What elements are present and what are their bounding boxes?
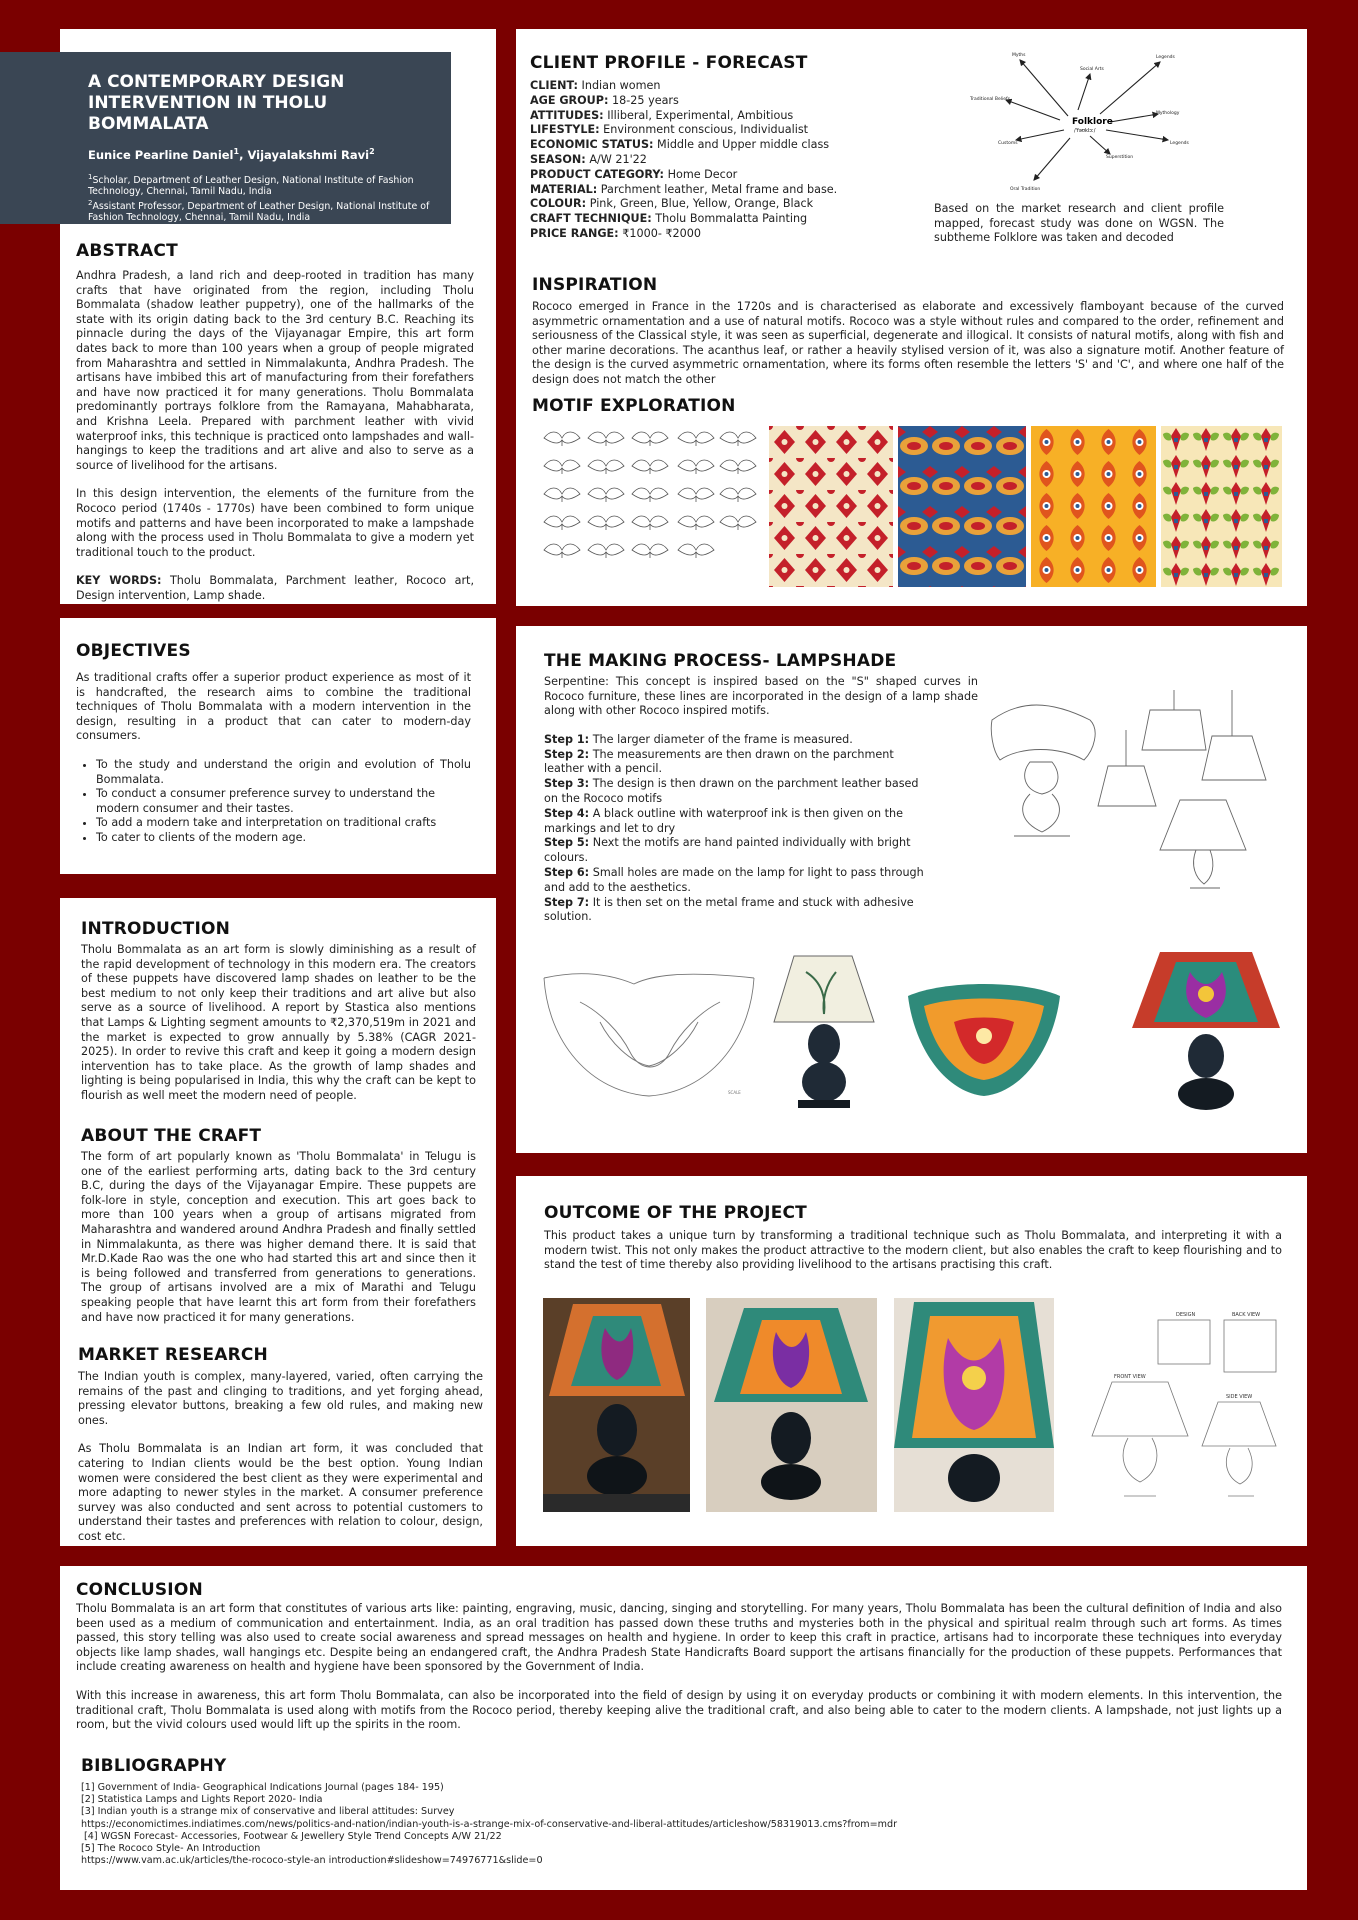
abstract-section [76,241,474,603]
bib-item: [3] Indian youth is a strange mix of conservative and liberal attitudes: Survey [81,1806,455,1818]
step-2: Step 2: The measurements are then drawn on the parchment leather with a pencil. [544,747,894,776]
mindmap-node: Superstition [1106,155,1134,160]
market-p1: The Indian youth is complex, many-layered, varied, often carrying the remains of the past and clinging to traditions, and yet forging ahead, pressing elevator buttons, breaking a few old rules, and making new ones. [78,1370,483,1427]
abstract-p1: Andhra Pradesh, a land rich and deep-rooted in tradition has many crafts that have originated from the region, including Tholu Bommalata (shadow leather puppetry), one of the hallmarks of the state with its origin dating back to the 3rd century B.C. Reaching its pinnacle during the days of the Vijayanagar Empire, this art form dates back to more than 100 years when a group of people migrated from Maharashtra and settled in Nimmalakunta, Andhra Pradesh. The artisans have imbibed this art of manufacturing from their forefathers and have now practiced it for many generations. Tholu Bommalata predominantly portrays folklore from the Ramayana, Mahabharata, and Krishna Leela. Prepared with parchment leather with vivid waterproof inks, this technique is practiced onto lampshades and wall-hangings to keep the traditions and art alive and also to serve as a source of livelihood for the artisans. [76,269,474,472]
making-heading: THE MAKING PROCESS- LAMPSHADE [544,651,897,671]
step-7: Step 7: It is then set on the metal frame and stuck with adhesive solution. [544,895,914,924]
outcome-photo-1 [543,1298,690,1512]
bib-item: [5] The Rococo Style- An Introduction [81,1843,261,1855]
title-block [0,52,451,224]
conclusion-section [76,1580,1282,1733]
inspiration-heading: INSPIRATION [532,275,658,295]
craft-heading: ABOUT THE CRAFT [81,1126,262,1146]
outcome-p: This product takes a unique turn by transforming a traditional technique such as Tholu Bommalata, and interpreting it with a modern twist. This not only makes the product attractive to the modern client, but also enables the craft to keep flourishing and to stand the test of time thereby also providing livelihood to the artisans practising this craft. [544,1229,1282,1272]
view-label-side: SIDE VIEW [1226,1394,1253,1400]
objectives-heading: OBJECTIVES [76,641,191,661]
view-label-design: DESIGN [1176,1312,1196,1318]
bib-link[interactable]: https://economictimes.indiatimes.com/news/politics-and-nation/indian-youth-is-a-strange-mix-of-conservative-and-liberal-attitudes/articleshow/58319013.cms?from=mdr [81,1818,898,1830]
list-item: • To the study and understand the origin and evolution of Tholu Bommalata. [96,758,471,787]
view-label-front: FRONT VIEW [1114,1374,1146,1380]
folklore-mindmap [960,48,1210,198]
making-intro: Serpentine: This concept is inspired based on the "S" shaped curves in Rococo furniture, these lines are incorporated in the design of a lamp shade along with other Rococo inspired motifs. [544,675,978,718]
pattern-blue [898,426,1026,587]
affiliations: $^1$Scholar, Department of Leather Design, National Institute of Fashion Technology, Chennai, Tamil Nadu, India $^2$Assistant Professor, Department of Leather Design, National Institute of Fashion Technology, Chennai, Tamil Nadu, India [88,172,430,224]
mindmap-svg [960,48,1210,198]
bib-item: [4] WGSN Forecast- Accessories, Footwear & Jewellery Style Trend Concepts A/W 21/22 [81,1830,502,1842]
mindmap-center-sub: /'fəʊklɔː/ [1074,128,1096,134]
lamp-photo-unpainted [766,952,882,1112]
pattern-orange [1031,426,1156,587]
craft-section [81,1126,476,1325]
mindmap-node: Customs [998,141,1018,146]
lamp-sketch-svg [990,690,1276,895]
lamp-sketches [990,690,1276,895]
abstract-p2: In this design intervention, the elements of the furniture from the Rococo period (1740s - 1770s) have been combined to form unique motifs and patterns and have been incorporated to make a lampshade along with the process used in Tholu Bommalata to give a modern yet traditional touch to the product. [76,487,474,559]
list-item: • To add a modern take and interpretation on traditional crafts [96,816,471,831]
conclusion-heading: CONCLUSION [76,1580,203,1600]
craft-p: The form of art popularly known as 'Tholu Bommalata' in Telugu is one of the earliest performing arts, dating back to the 3rd century B.C, during the days of the Vijayanagar Empire. These puppets are folk-lore in style, conception and execution. This art goes back to more than 100 years when a group of artisans migrated from Maharashtra and wandered around Andhra Pradesh and finally settled in Nimmalakunta, as there was higher demand there. It is said that Mr.D.Kade Rao was the one who had started this art and since then it is being followed and transferred from generations to generations. The group of artisans involved are a mix of Marathi and Telugu speaking people that have learnt this art form from their forefathers and have now practiced it for many generations. [81,1150,476,1324]
mindmap-node: Mythology [1156,111,1180,116]
mindmap-node: Traditional Beliefs [970,97,1010,102]
conclusion-p1: Tholu Bommalata is an art form that constitutes of various arts like: painting, engraving, music, dancing, singing and storytelling. For many years, Tholu Bommalata has been the cultural definition of India and also been used as a medium of communication and entertainment. India, as an oral tradition has passed down these truths and mysteries both in the physical and spiritual realm through such art forms. As times passed, this story telling was also used to create social awareness and spread messages on health and hygiene. In order to keep this craft in practice, artisans had to incorporate these techniques into everyday objects like lamp shades, wall hangings etc. Despite being an endangered craft, the Andhra Pradesh State Handicrafts Board support the artisans financially for the production of these puppets. Performances that include creating awareness on health and hygiene have been sponsored by the Government of India. [76,1602,1282,1674]
motif-sketches [538,428,760,580]
market-p2: As Tholu Bommalata is an Indian art form, it was concluded that catering to Indian clients would be the best option. Young Indian women were considered the best client as they were experimental and more adapting to newer styles in the market. A consumer preference survey was also conducted and sent across to potential customers to understand their tastes and preferences with relation to colour, design, cost etc. [78,1442,483,1543]
inspiration-section [532,275,1284,388]
outcome-section [544,1203,1282,1273]
mindmap-node: Legends [1170,141,1189,146]
introduction-heading: INTRODUCTION [81,919,231,939]
authors: Eunice Pearline Daniel$^1$, Vijayalakshmi Ravi$^2$ [88,147,375,162]
step-4: Step 4: A black outline with waterproof ink is then given on the markings and let to dry [544,806,903,835]
paper-title: A CONTEMPORARY DESIGN INTERVENTION IN THOLU BOMMALATA [88,72,345,134]
client-section [530,53,930,242]
forecast-note: Based on the market research and client profile mapped, forecast study was done on WGSN. The subtheme Folklore was taken and decoded [934,202,1224,245]
client-rows: CLIENT: Indian women AGE GROUP: 18-25 years ATTITUDES: Illiberal, Experimental, Ambitious LIFESTYLE: Environment conscious, Individualist ECONOMIC STATUS: Middle and Upper middle class SEASON: A/W 21'22 PRODUCT CATEGORY: Home Decor MATERIAL: Parchment leather, Metal frame and base. COLOUR: Pink, Green, Blue, Yellow, Orange, Black CRAFT TECHNIQUE: Tholu Bommalatta Painting PRICE RANGE: ₹1000- ₹2000 [530,79,838,240]
introduction-p: Tholu Bommalata as an art form is slowly diminishing as a result of the rapid development of technology in this modern era. The creators of these puppets have discovered lamp shades on leather to be the best medium to not only keep their traditions and art alive but also serve as a source of livelihood. A report by Stastica also mentions that Lamps & Lighting segment amounts to ₹2,370,519m in 2021 and the market is expected to grow annually by 5.38% (CAGR 2021-2025). In order to revive this craft and keep it going a modern design intervention has to take place. As the growth of lamp shades and lighting is being popularised in India, this why the craft can be kept to flourish as well meet the modern need of people. [81,943,476,1102]
mindmap-node: Legends [1156,55,1175,60]
technical-drawing-views [1072,1306,1284,1504]
pattern-green [1161,426,1282,587]
bibliography-list [81,1782,1281,1867]
keywords: KEY WORDS: Tholu Bommalata, Parchment leather, Rococo art, Design intervention, Lamp shade. [76,574,474,602]
step-6: Step 6: Small holes are made on the lamp for light to pass through and add to the aesthetics. [544,865,924,894]
motif-heading: MOTIF EXPLORATION [532,396,736,416]
making-section [544,651,978,925]
conclusion-p2: With this increase in awareness, this art form Tholu Bommalata, can also be incorporated into the field of design by using it on everyday products or combining it with modern elements. In this intervention, the traditional craft, Tholu Bommalata is used along with motifs from the Rococo period, thereby keeping alive the traditional craft, and also being able to cater to the modern clients. A lampshade, not just lights up a room, but the vivid colours used would lift up the spirits in the room. [76,1688,1282,1732]
lampshade-flat-painted [904,976,1064,1102]
bibliography-heading: BIBLIOGRAPHY [81,1756,227,1776]
introduction-section [81,919,476,1104]
market-heading: MARKET RESEARCH [78,1345,268,1365]
outcome-photo-3 [894,1298,1054,1512]
step-5: Step 5: Next the motifs are hand painted individually with bright colours. [544,836,911,865]
lamp-photo-painted [1130,948,1282,1116]
mindmap-center: Folklore [1072,117,1113,127]
flat-pattern-drawing [540,962,758,1104]
abstract-heading: ABSTRACT [76,241,178,261]
bib-item: [2] Statistica Lamps and Lights Report 2020- India [81,1794,323,1806]
outcome-heading: OUTCOME OF THE PROJECT [544,1203,807,1223]
svg-text:SCALE: SCALE [728,1090,741,1095]
list-item: • To cater to clients of the modern age. [96,831,471,846]
mindmap-node: Myths [1012,53,1026,58]
bib-link[interactable]: https://www.vam.ac.uk/articles/the-rococo-style-an introduction#slideshow=74976771&slide=0 [81,1855,543,1867]
client-heading: CLIENT PROFILE - FORECAST [530,53,808,73]
bibliography-section [81,1756,1281,1867]
step-1: Step 1: The larger diameter of the frame is measured. [544,732,853,746]
pattern-red [769,426,893,587]
mindmap-node: Social Arts [1080,67,1104,72]
objectives-list [96,758,471,846]
mindmap-node: Oral Tradition [1010,187,1041,192]
motif-sketch-svg [538,428,760,580]
step-3: Step 3: The design is then drawn on the parchment leather based on the Rococo motifs [544,777,919,805]
inspiration-p: Rococo emerged in France in the 1720s and is characterised as elaborate and excessively flamboyant because of the curved asymmetric ornamentation and a use of natural motifs. Rococo was a style without rules and compared to the order, refinement and seriousness of the Classical style, it was seen as superficial, degenerate and illogical. It consists of natural motifs, along with fish and other marine decorations. The acanthus leaf, or rather a heavily stylised version of it, was also a signature motif. Another feature of the design is the curved asymmetric ornamentation, where its forms often resemble the letters 'S' and 'C', and where one half of the design does not match the other [532,300,1284,386]
list-item: • To conduct a consumer preference survey to understand the modern consumer and their tastes. [96,787,471,816]
objectives-section [76,641,471,846]
market-section [78,1345,483,1545]
view-label-back: BACK VIEW [1232,1312,1261,1318]
bib-item: [1] Government of India- Geographical Indications Journal (pages 184- 195) [81,1782,444,1793]
making-steps [544,733,934,925]
objectives-p: As traditional crafts offer a superior product experience as most of it is handcrafted, the research aims to combine the traditional techniques of Tholu Bommalata with a modern intervention in the design, resulting in a product that can cater to modern-day consumers. [76,671,471,743]
outcome-photo-2 [706,1298,877,1512]
